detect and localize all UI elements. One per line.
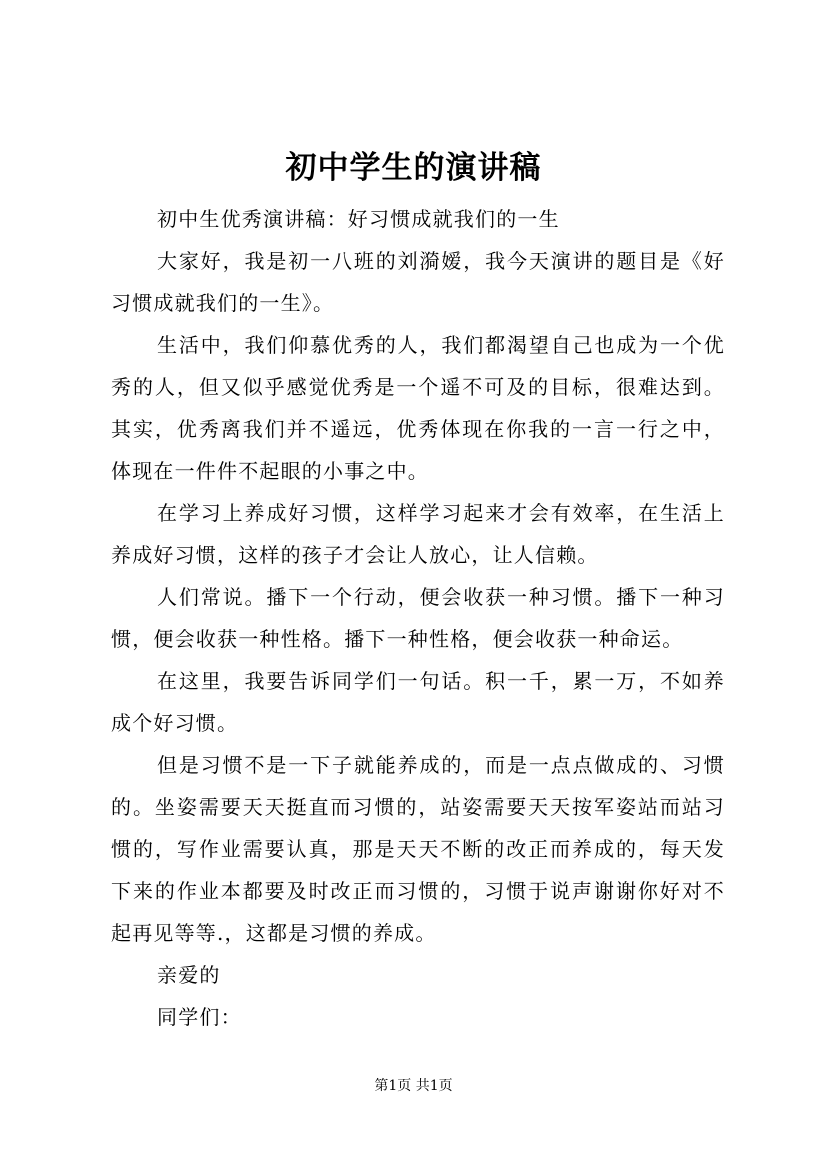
paragraph-dear: 亲爱的 bbox=[157, 963, 221, 987]
paragraph-study-life: 在学习上养成好习惯，这样学习起来才会有效率，在生活上养成好习惯，这样的孩子才会让人放心，让人信赖。 bbox=[111, 501, 725, 567]
paragraph-saying: 人们常说。播下一个行动，便会收获一种习惯。播下一种习惯，便会收获一种性格。播下一种性格，便会收获一种命运。 bbox=[111, 585, 725, 651]
paragraph-classmates: 同学们： bbox=[157, 1005, 242, 1029]
paragraph-message: 在这里，我要告诉同学们一句话。积一千，累一万，不如养成个好习惯。 bbox=[111, 669, 725, 735]
paragraph-excellence: 生活中，我们仰慕优秀的人，我们都渴望自己也成为一个优秀的人，但又似乎感觉优秀是一个遥不可及的目标，很难达到。其实，优秀离我们并不遥远，优秀体现在你我的一言一行之中，体现在一件件不起眼的小事之中。 bbox=[111, 333, 725, 483]
paragraph-subtitle: 初中生优秀演讲稿：好习惯成就我们的一生 bbox=[157, 207, 560, 231]
paragraph-habit-formation: 但是习惯不是一下子就能养成的，而是一点点做成的、习惯的。坐姿需要天天挺直而习惯的，站姿需要天天按军姿站而站习惯的，写作业需要认真，那是天天不断的改正而养成的，每天发下来的作业本都要及时改正而习惯的，习惯于说声谢谢你好对不起再见等等.，这都是习惯的养成。 bbox=[111, 753, 725, 945]
paragraph-greeting: 大家好，我是初一八班的刘漪嫒，我今天演讲的题目是《好习惯成就我们的一生》。 bbox=[111, 249, 725, 315]
document-title: 初中学生的演讲稿 bbox=[285, 150, 542, 186]
page-footer: 第1页 共1页 bbox=[374, 1078, 453, 1094]
document-body bbox=[111, 198, 725, 1038]
